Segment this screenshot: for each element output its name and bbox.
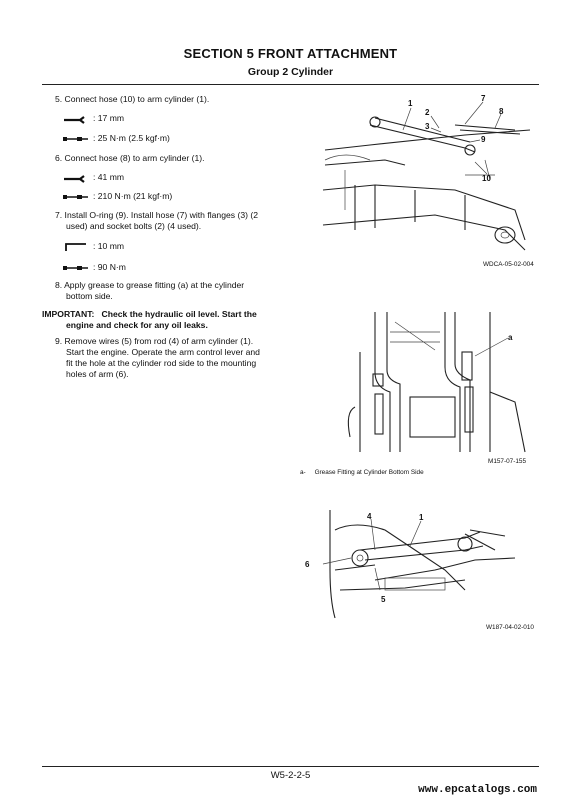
callout-3: 3: [425, 122, 430, 131]
callout-1: 1: [408, 99, 413, 108]
figure-code: M157-07-155: [488, 458, 527, 465]
page-subtitle: Group 2 Cylinder: [247, 66, 334, 78]
wrench-icon: [62, 173, 90, 183]
figure-arm-cylinder-hoses: [315, 90, 545, 255]
hex-key-icon: [62, 242, 90, 252]
callout-6: 6: [305, 560, 310, 569]
torque-wrench-icon: [62, 263, 90, 273]
step-8-line2: bottom side.: [66, 291, 113, 301]
important-note-line2: engine and check for any oil leaks.: [66, 320, 208, 330]
important-note: IMPORTANT: Check the hydraulic oil level. Start the: [42, 309, 257, 319]
spec-row: : 17 mm: [62, 113, 124, 124]
figure-grease-fitting: [315, 312, 545, 452]
figure-caption: a- Grease Fitting at Cylinder Bottom Side: [300, 469, 424, 476]
spec-row: : 25 N·m (2.5 kgf·m): [62, 133, 170, 144]
callout-10: 10: [482, 174, 491, 183]
page-title: SECTION 5 FRONT ATTACHMENT: [183, 46, 398, 61]
callout-7: 7: [481, 94, 486, 103]
wrench-icon: [62, 114, 90, 124]
step-6: 6. Connect hose (8) to arm cylinder (1).: [55, 153, 205, 163]
callout-4: 4: [367, 512, 372, 521]
step-7-line1: 7. Install O-ring (9). Install hose (7) with flanges (3) (2: [55, 210, 258, 220]
spec-row: : 10 mm: [62, 241, 124, 252]
header-rule: [42, 84, 539, 85]
step-8-line1: 8. Apply grease to grease fitting (a) at the cylinder: [55, 280, 245, 290]
step-9-line1: 9. Remove wires (5) from rod (4) of arm cylinder (1).: [55, 336, 254, 346]
step-7-line2: used) and socket bolts (2) (4 used).: [66, 221, 202, 231]
callout-a: a: [508, 333, 513, 342]
spec-row: : 210 N·m (21 kgf·m): [62, 191, 172, 202]
torque-wrench-icon: [62, 134, 90, 144]
website-link[interactable]: www.epcatalogs.com: [418, 784, 537, 796]
step-5: 5. Connect hose (10) to arm cylinder (1).: [55, 94, 210, 104]
spec-row: : 90 N·m: [62, 262, 126, 273]
callout-9: 9: [481, 135, 486, 144]
torque-wrench-icon: [62, 192, 90, 202]
callout-8: 8: [499, 107, 504, 116]
figure-arm-mounting: [305, 510, 545, 618]
step-9-line4: holes of arm (6).: [66, 369, 129, 379]
figure-code: W187-04-02-010: [486, 624, 534, 631]
callout-2: 2: [425, 108, 430, 117]
footer-rule: [42, 766, 539, 767]
page-number: W5-2-2-5: [270, 770, 311, 781]
step-9-line2: Start the engine. Operate the arm control lever and: [66, 347, 260, 357]
callout-5: 5: [381, 595, 386, 604]
callout-1: 1: [419, 513, 424, 522]
step-9-line3: fit the hole at the cylinder rod side to the mounting: [66, 358, 257, 368]
spec-row: : 41 mm: [62, 172, 124, 183]
figure-code: WDCA-05-02-004: [483, 261, 534, 268]
